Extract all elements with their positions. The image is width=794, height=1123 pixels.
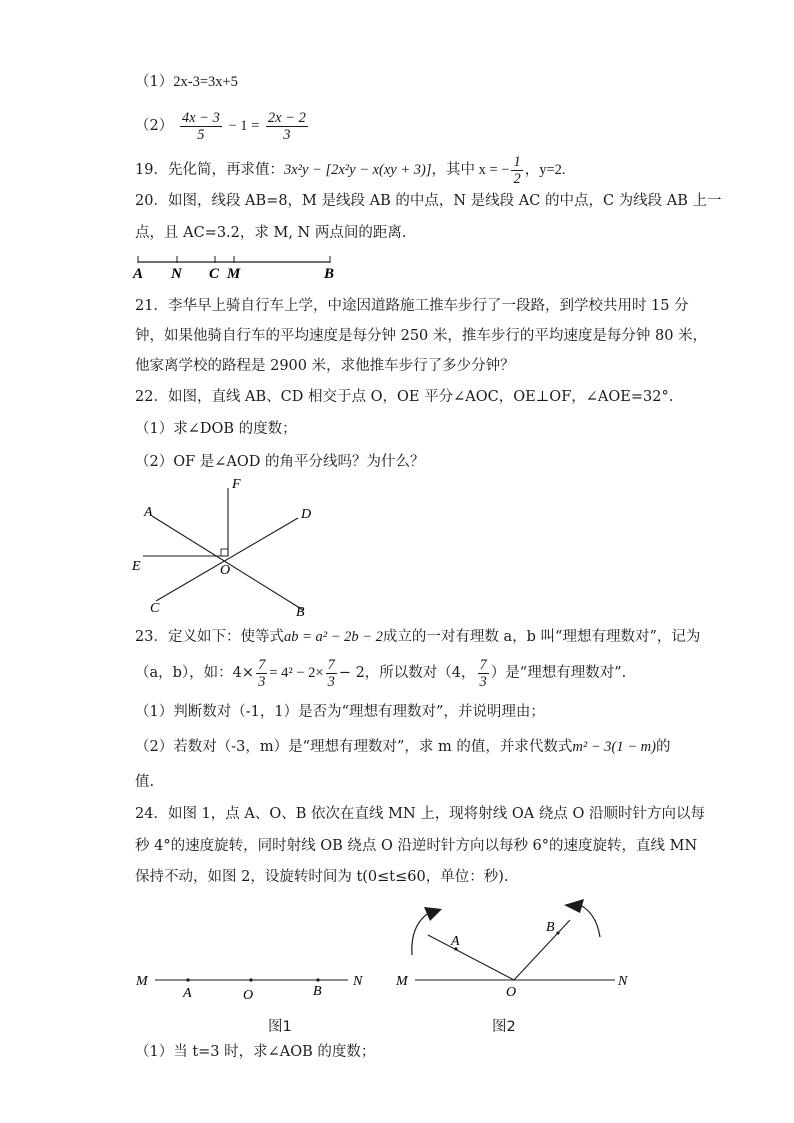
fraction: $\frac{7}{3}$ xyxy=(258,656,266,690)
label-e: E xyxy=(132,559,141,574)
q23-sub2-line2: 值. xyxy=(135,774,155,790)
q24-line2: 秒 4°的速度旋转，同时射线 OB 绕点 O 沿逆时针方向以每秒 6°的速度旋转，直线 MN xyxy=(135,838,698,854)
label-n: N xyxy=(171,266,182,282)
q23-line1: 23．定义如下：使等式ab = a² − 2b − 2成立的一对有理数 a，b 叫“理想有理数对”，记为 xyxy=(135,629,701,645)
q21-line1: 21．李华早上骑自行车上学，中途因道路施工推车步行了一段路，到学校共用时 15 分 xyxy=(135,298,689,314)
q24-figure-2 xyxy=(390,895,640,1000)
q24-figure-1 xyxy=(130,965,370,1005)
point-b xyxy=(316,978,319,981)
q24-line3: 保持不动，如图 2，设旋转时间为 t(0≤t≤60，单位：秒). xyxy=(135,869,509,885)
point-b xyxy=(556,931,559,934)
label-d: D xyxy=(301,507,312,522)
figure-2-caption: 图2 xyxy=(492,1019,516,1035)
q19-question: 19．先化简，再求值：3x²y − [2x²y − x(xy + 3)]，其中 x = − $\frac{1}{2}$ ，y=2. xyxy=(135,153,566,187)
point-o xyxy=(249,978,252,981)
label-m: M xyxy=(396,974,408,989)
label-n: N xyxy=(353,974,363,989)
point-a xyxy=(186,978,189,981)
label-o: O xyxy=(220,563,231,578)
label-m: M xyxy=(136,974,148,989)
label-a: A xyxy=(144,505,153,520)
label-n: N xyxy=(618,974,628,989)
label-a: A xyxy=(133,266,144,282)
q20-line2: 点，且 AC=3.2，求 M, N 两点间的距离. xyxy=(135,225,407,241)
q21-line3: 他家离学校的路程是 2900 米，求他推车步行了多少分钟？ xyxy=(135,358,515,374)
label-c: C xyxy=(209,266,220,282)
label-o: O xyxy=(506,985,517,1000)
q20-line1: 20．如图，线段 AB=8，M 是线段 AB 的中点，N 是线段 AC 的中点，C 为线段 AB 上一 xyxy=(135,193,722,209)
q23-sub2: （2）若数对（-3，m）是“理想有理数对”，求 m 的值，并求代数式m² − 3(1 − m)的 xyxy=(135,739,671,755)
q22-sub1: （1）求∠DOB 的度数； xyxy=(135,421,297,437)
label-b: B xyxy=(313,984,322,999)
q18-part1: （1）2x-3=3x+5 xyxy=(135,74,238,90)
label-m: M xyxy=(227,266,241,282)
label-b: B xyxy=(324,266,335,282)
label-c: C xyxy=(150,601,160,616)
fraction: $\frac{1}{2}$ xyxy=(513,153,521,187)
label-b: B xyxy=(296,605,305,620)
q22-angle-figure xyxy=(128,476,328,621)
ray-oa xyxy=(428,935,514,980)
q22-sub2: （2）OF 是∠AOD 的角平分线吗？为什么？ xyxy=(135,454,425,470)
q20-segment-figure xyxy=(130,252,350,282)
label-a: A xyxy=(451,934,460,949)
line-cd xyxy=(156,518,298,601)
fraction: $\frac{7}{3}$ xyxy=(327,656,335,690)
q24-line1: 24．如图 1，点 A、O、B 依次在直线 MN 上，现将射线 OA 绕点 O 沿顺时针方向以每 xyxy=(135,806,705,822)
right-angle-mark xyxy=(221,549,228,556)
q22-line1: 22．如图，直线 AB、CD 相交于点 O，OE 平分∠AOC，OE⊥OF，∠AOE=32°. xyxy=(135,389,674,405)
ray-ob xyxy=(514,920,570,980)
q21-line2: 钟，如果他骑自行车的平均速度是每分钟 250 米，推车步行的平均速度是每分钟 80 米， xyxy=(135,328,708,344)
fraction: $\frac{7}{3}$ xyxy=(479,656,487,690)
q18-part2: （2） $\frac{4x - 3}{5}$ − 1 = $\frac{2x - 2}{3}$ xyxy=(135,109,306,143)
q23-line2: （a，b），如：4× $\frac{7}{3}$ = 4² − 2× $\frac{7}{3}$ − 2，所以数对（4， $\frac{7}{3}$ ）是“理想有理数对”. xyxy=(135,656,627,690)
figure-1-caption: 图1 xyxy=(268,1019,292,1035)
q23-sub1: （1）判断数对（-1，1）是否为“理想有理数对”，并说明理由； xyxy=(135,704,545,720)
label-a: A xyxy=(183,986,192,1001)
counterclockwise-arrowhead-icon xyxy=(564,899,584,913)
label-o: O xyxy=(243,988,254,1003)
label-b: B xyxy=(546,920,555,935)
q24-sub1: （1）当 t=3 时，求∠AOB 的度数； xyxy=(135,1044,376,1060)
fraction: $\frac{2x - 2}{3}$ xyxy=(267,109,306,143)
label-f: F xyxy=(232,477,241,492)
fraction: $\frac{4x - 3}{5}$ xyxy=(181,109,220,143)
